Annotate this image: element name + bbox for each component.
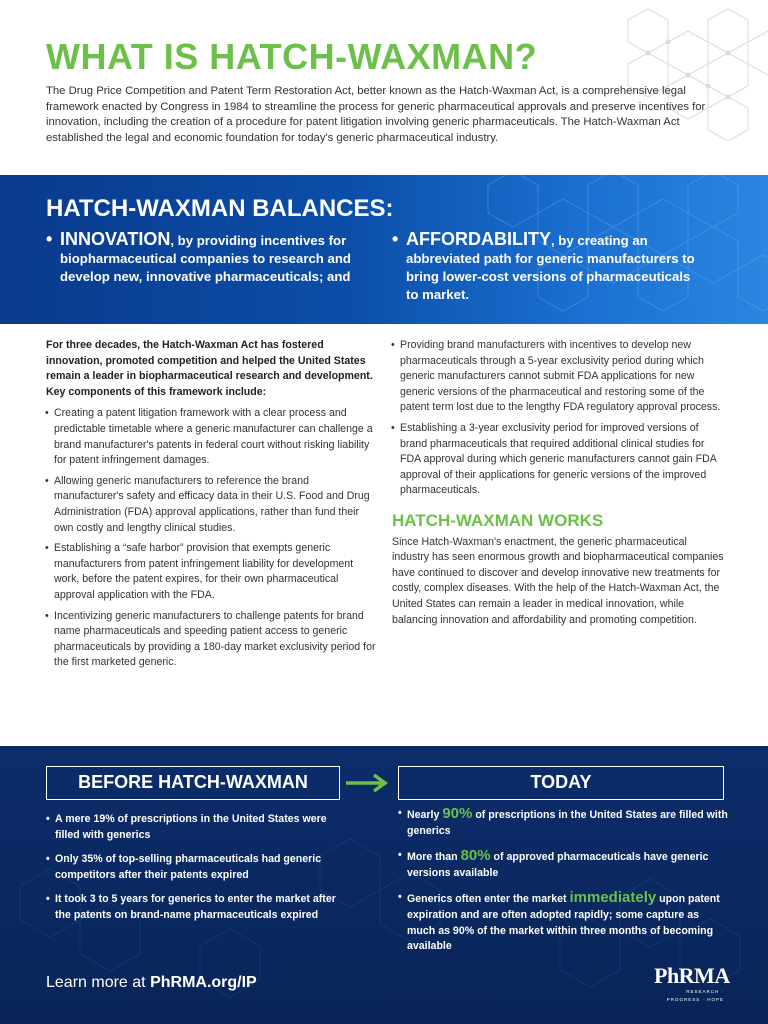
learn-more-link[interactable]: PhRMA.org/IP	[150, 974, 257, 991]
list-item: • Establishing a “safe harbor” provision that exempts generic manufacturers from patent infringement liability for development work, before the patent expires, for their own pharmaceutical approval application with the FDA.	[46, 541, 378, 603]
comparison-section	[0, 746, 768, 1024]
phrma-logo	[654, 963, 730, 1004]
logo-wordmark: PhRMA	[654, 963, 730, 988]
stat-value: 35%	[81, 853, 103, 866]
stat-value: 90%	[442, 805, 473, 822]
learn-more-line	[46, 974, 257, 992]
text-segment: upon patent expiration and are often adopted rapidly; some capture as much as 90% of the market within three months of becoming available	[407, 893, 720, 953]
before-item	[46, 812, 346, 843]
stat-value: 80%	[460, 847, 491, 865]
text-segment: the patents on brand-name pharmaceuticals expired	[55, 908, 319, 921]
before-item	[46, 852, 346, 883]
innovation-text-line1: , by providing incentives for	[170, 233, 347, 248]
list-item: • Creating a patent litigation framework with a clear process and predictable timetable where a generic manufacturer can challenge a brand manufacturer's patents in federal court without risking liability for patent infringement damages.	[46, 406, 378, 468]
list-item: • Incentivizing generic manufacturers to challenge patents for brand name pharmaceuticals and speeding patient access to generic pharmaceuticals by providing a 180-day market exclusivity period for the first marketed generic.	[46, 609, 378, 671]
left-column	[46, 338, 378, 676]
list-item: • Allowing generic manufacturers to reference the brand manufacturer's safety and efficacy data in their U.S. Food and Drug Administration (FDA) approval applications, rather than fund their own costly and lengthy clinical studies.	[46, 474, 378, 536]
text-segment: Nearly	[407, 809, 443, 821]
affordability-text-line1: , by creating an	[550, 233, 648, 248]
components-list-right	[392, 338, 724, 499]
page-title: WHAT IS HATCH-WAXMAN?	[46, 36, 538, 77]
today-item	[398, 890, 728, 954]
text-segment: of prescriptions in the United States are filled with generics	[407, 809, 728, 837]
text-segment: Generics often enter the market	[407, 893, 570, 906]
affordability-text-line3: bring lower-cost versions of pharmaceuticals	[406, 269, 691, 284]
innovation-keyword: INNOVATION	[60, 229, 171, 249]
text-segment: years for generics to enter the market	[117, 893, 313, 906]
list-item: • Providing brand manufacturers with incentives to develop new pharmaceuticals through a 5-year exclusivity period during which generic manufacturers cannot submit FDA applications for new generic versions of the pharmaceutical and restoring some of the patent term lost due to the lengthy FDA regulatory approval process.	[392, 338, 724, 416]
today-list	[398, 806, 728, 964]
text-segment: of prescriptions in the United States were filled with generics	[55, 813, 327, 841]
emphasis-text: after	[312, 893, 336, 906]
affordability-text-line4: to market.	[406, 287, 470, 302]
intro-paragraph: The Drug Price Competition and Patent Term Restoration Act, better known as the Hatch-Waxman Act, is a comprehensive legal framework enacted by Congress in 1984 to streamline the process for generic pharmaceutical approvals and preserve incentives for innovation, including the creation of a procedure for patent litigation involving generic pharmaceuticals. The Hatch-Waxman Act established the legal and economic foundation for today's generic pharmaceutical industry.	[46, 85, 706, 144]
balances-band	[0, 175, 768, 324]
text-segment: of top-selling pharmaceuticals had generic competitors after their patents expired	[55, 853, 322, 881]
balances-title: HATCH-WAXMAN BALANCES:	[46, 195, 394, 222]
components-list-left	[46, 406, 378, 671]
today-item	[398, 806, 728, 839]
text-segment: It took	[55, 893, 90, 906]
affordability-text-line2: abbreviated path for generic manufacturers to	[406, 251, 695, 266]
bullet-glyph: •	[392, 229, 399, 249]
stat-value: 3 to 5	[89, 893, 118, 906]
today-item	[398, 848, 728, 881]
affordability-keyword: AFFORDABILITY	[406, 229, 551, 249]
text-segment: of approved pharmaceuticals have generic versions available	[407, 851, 709, 879]
text-segment: A mere	[55, 813, 94, 825]
works-title: HATCH-WAXMAN WORKS	[392, 510, 604, 530]
text-segment: More than	[407, 851, 461, 864]
list-item: • Establishing a 3-year exclusivity period for improved versions of brand pharmaceuticals that required additional clinical studies for FDA approval during which generic manufacturers cannot gain FDA approval of their applications for generic versions of the improved pharmaceuticals.	[392, 421, 724, 499]
logo-tagline: RESEARCH · PROGRESS · HOPE	[666, 989, 724, 1002]
before-list	[46, 812, 346, 933]
arrow-right-icon	[344, 772, 394, 794]
innovation-text-line3: develop new, innovative pharmaceuticals; and	[60, 269, 351, 284]
before-header-box: BEFORE HATCH-WAXMAN	[46, 766, 340, 800]
balance-innovation	[46, 230, 381, 286]
bullet-glyph: •	[46, 229, 53, 249]
today-header-box: TODAY	[398, 766, 724, 800]
stat-value: 19%	[93, 813, 115, 825]
lead-paragraph: For three decades, the Hatch-Waxman Act has fostered innovation, promoted competition and helped the United States remain a leader in biopharmaceutical research and development. Key components of this framework include:	[46, 339, 373, 398]
works-paragraph: Since Hatch-Waxman's enactment, the generic pharmaceutical industry has seen enormous growth and biopharmaceutical companies have continued to discover and develop innovative new treatments for costly, complex diseases. With the help of the Hatch-Waxman Act, the United States can remain a leader in medical innovation, while balancing innovation and affordability and promoting competition.	[392, 535, 724, 626]
before-item	[46, 892, 346, 923]
text-segment: Only	[55, 853, 82, 866]
balance-affordability	[392, 230, 732, 304]
stat-value: immediately	[569, 889, 657, 907]
learn-more-prefix: Learn more at	[46, 974, 151, 991]
innovation-text-line2: biopharmaceutical companies to research and	[60, 251, 351, 266]
header-section	[0, 0, 768, 175]
right-column	[392, 338, 724, 628]
